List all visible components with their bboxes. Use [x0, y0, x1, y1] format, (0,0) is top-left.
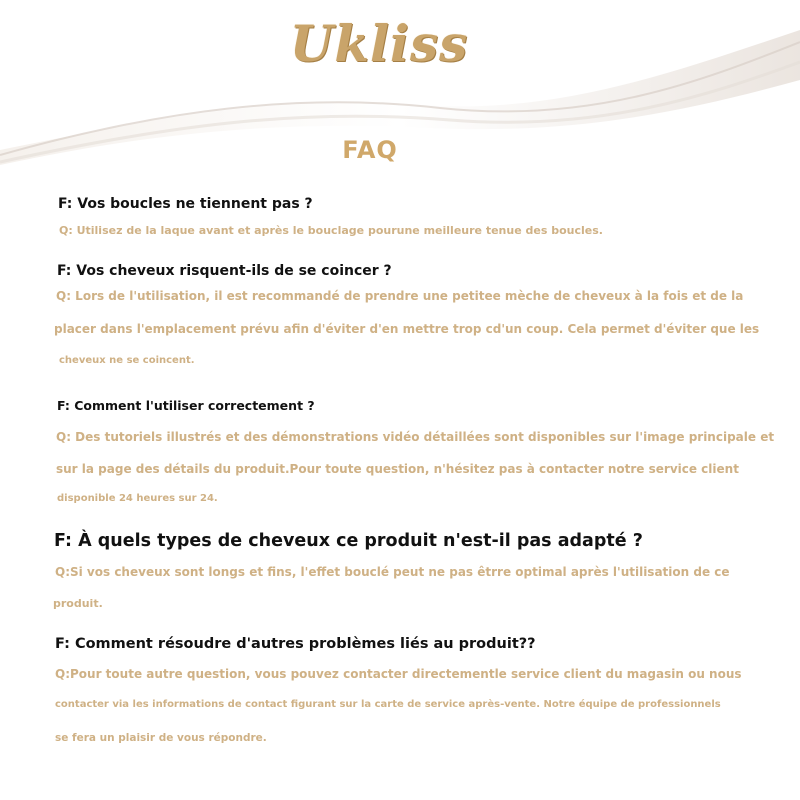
- faq-answer-line: se fera un plaisir de vous répondre.: [55, 732, 267, 744]
- faq-question: F: Vos boucles ne tiennent pas ?: [58, 196, 313, 212]
- faq-question: F: À quels types de cheveux ce produit n'est-il pas adapté ?: [54, 531, 643, 551]
- faq-answer-line: Q:Si vos cheveux sont longs et fins, l'effet bouclé peut ne pas êtrre optimal après l'utilisation de ce: [55, 565, 730, 579]
- faq-answer-line: cheveux ne se coincent.: [59, 355, 195, 366]
- faq-answer-line: contacter via les informations de contact figurant sur la carte de service après-vente. Notre équipe de professionnels: [55, 699, 721, 710]
- faq-question: F: Vos cheveux risquent-ils de se coincer ?: [57, 263, 392, 279]
- faq-answer-line: sur la page des détails du produit.Pour toute question, n'hésitez pas à contacter notre service client: [56, 462, 739, 476]
- faq-answer-line: produit.: [53, 597, 103, 610]
- brand-logo: Ukliss: [289, 14, 469, 73]
- faq-answer-line: disponible 24 heures sur 24.: [57, 493, 218, 504]
- faq-question: F: Comment l'utiliser correctement ?: [57, 398, 315, 413]
- faq-answer-line: Q: Utilisez de la laque avant et après le bouclage pourune meilleure tenue des boucles.: [59, 224, 603, 237]
- faq-question: F: Comment résoudre d'autres problèmes liés au produit??: [55, 636, 536, 652]
- faq-answer-line: placer dans l'emplacement prévu afin d'éviter d'en mettre trop cd'un coup. Cela permet d'éviter que les: [54, 322, 760, 336]
- faq-answer-line: Q: Lors de l'utilisation, il est recommandé de prendre une petitee mèche de cheveux à la fois et de la: [56, 289, 744, 303]
- page-title: FAQ: [342, 136, 398, 164]
- faq-answer-line: Q:Pour toute autre question, vous pouvez contacter directementle service client du magasin ou nous: [55, 667, 742, 681]
- faq-answer-line: Q: Des tutoriels illustrés et des démonstrations vidéo détaillées sont disponibles sur l'image principale et: [56, 430, 775, 444]
